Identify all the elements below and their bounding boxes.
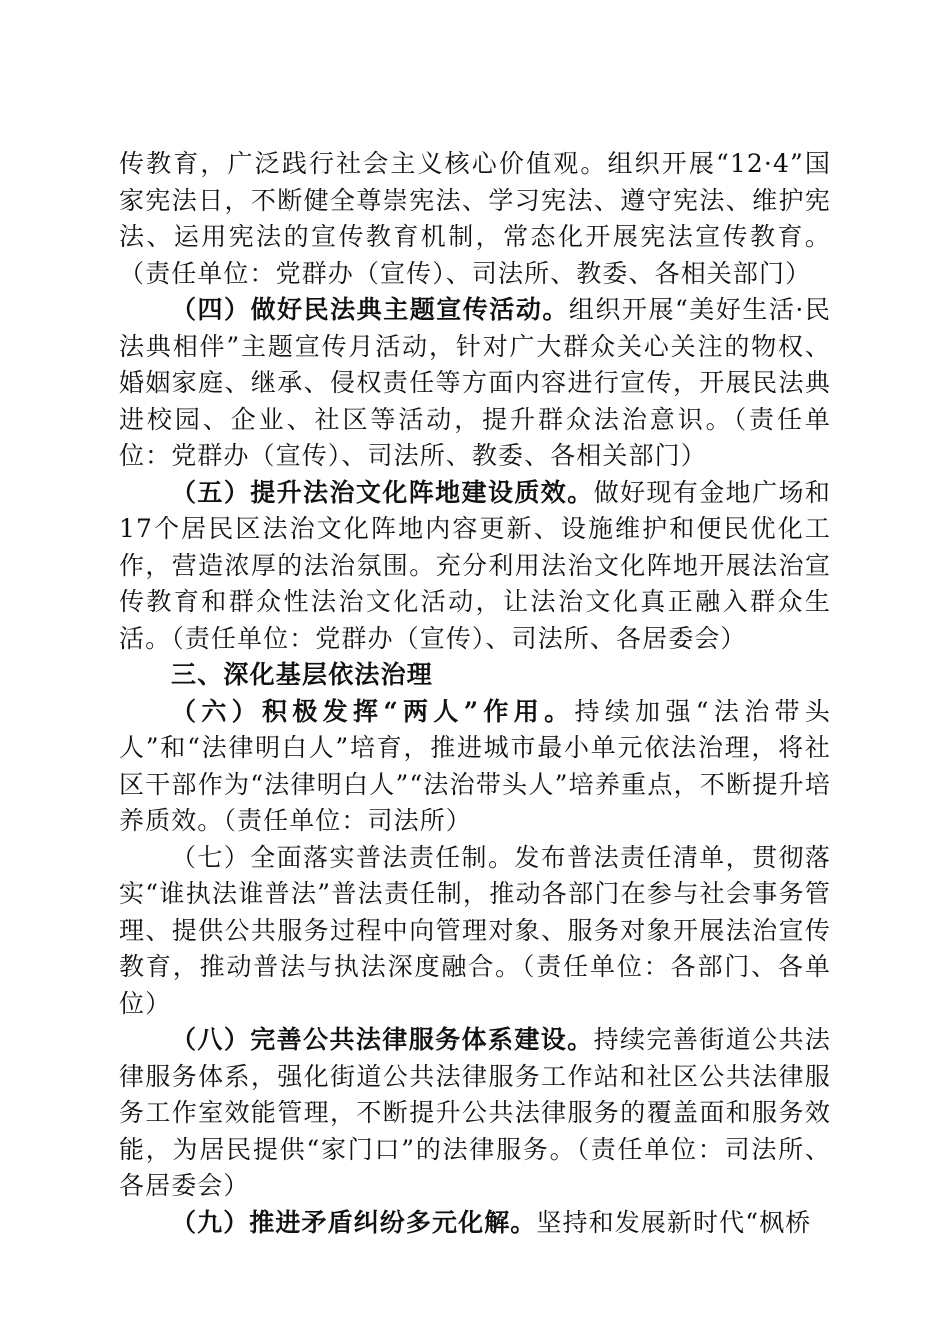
item-nine-heading: （九）推进矛盾纠纷多元化解。 bbox=[171, 1207, 537, 1237]
intro-paragraph: 传教育，广泛践行社会主义核心价值观。组织开展“12·4”国家宪法日，不断健全尊崇宪法、学习宪法、遵守宪法、维护宪法、运用宪法的宣传教育机制，常态化开展宪法宣传教育。（责任单位：党群办（宣传）、司法所、教委、各相关部门） bbox=[119, 149, 831, 288]
item-eight-body: 持续完善街道公共法律服务体系，强化街道公共法律服务工作站和社区公共法律服务工作室效能管理，不断提升公共法律服务的覆盖面和服务效能，为居民提供“家门口”的法律服务。（责任单位：司法所、各居委会） bbox=[119, 1025, 831, 1200]
item-six-paragraph bbox=[119, 694, 831, 840]
item-six-body: 持续加强“法治带头人”和“法律明白人”培育，推进城市最小单元依法治理，将社区干部作为“法律明白人”“法治带头人”培养重点，不断提升培养质效。（责任单位：司法所） bbox=[119, 696, 831, 835]
item-six-heading: （六）积极发挥“两人”作用。 bbox=[171, 696, 575, 726]
item-seven-heading: （七）全面落实普法责任制。 bbox=[171, 842, 515, 872]
item-eight-paragraph bbox=[119, 1022, 831, 1205]
section-title: 三、深化基层依法治理 bbox=[171, 660, 434, 689]
item-nine-body: 坚持和发展新时代“枫桥 bbox=[536, 1207, 812, 1237]
item-eight-heading: （八）完善公共法律服务体系建设。 bbox=[171, 1025, 594, 1054]
item-seven-body: 发布普法责任清单，贯彻落实“谁执法谁普法”普法责任制，推动各部门在参与社会事务管理、提供公共服务过程中向管理对象、服务对象开展法治宣传教育，推动普法与执法深度融合。（责任单位：各部门、各单位） bbox=[119, 842, 831, 1018]
item-nine-paragraph bbox=[119, 1205, 831, 1242]
item-five-body: 做好现有金地广场和17个居民区法治文化阵地内容更新、设施维护和便民优化工作，营造浓厚的法治氛围。充分利用法治文化阵地开展法治宣传教育和群众性法治文化活动，让法治文化真正融入群众生活。（责任单位：党群办（宣传）、司法所、各居委会） bbox=[119, 477, 831, 653]
item-four-paragraph bbox=[119, 292, 831, 475]
item-four-body: 组织开展“美好生活·民法典相伴”主题宣传月活动，针对广大群众关心关注的物权、婚姻家庭、继承、侵权责任等方面内容进行宣传，开展民法典进校园、企业、社区等活动，提升群众法治意识。（责任单位：党群办（宣传）、司法所、教委、各相关部门） bbox=[119, 295, 831, 470]
item-five-paragraph bbox=[119, 475, 831, 658]
document-page bbox=[119, 146, 831, 1241]
item-seven-paragraph bbox=[119, 840, 831, 1023]
item-four-heading: （四）做好民法典主题宣传活动。 bbox=[171, 295, 569, 324]
item-five-heading: （五）提升法治文化阵地建设质效。 bbox=[171, 477, 594, 507]
